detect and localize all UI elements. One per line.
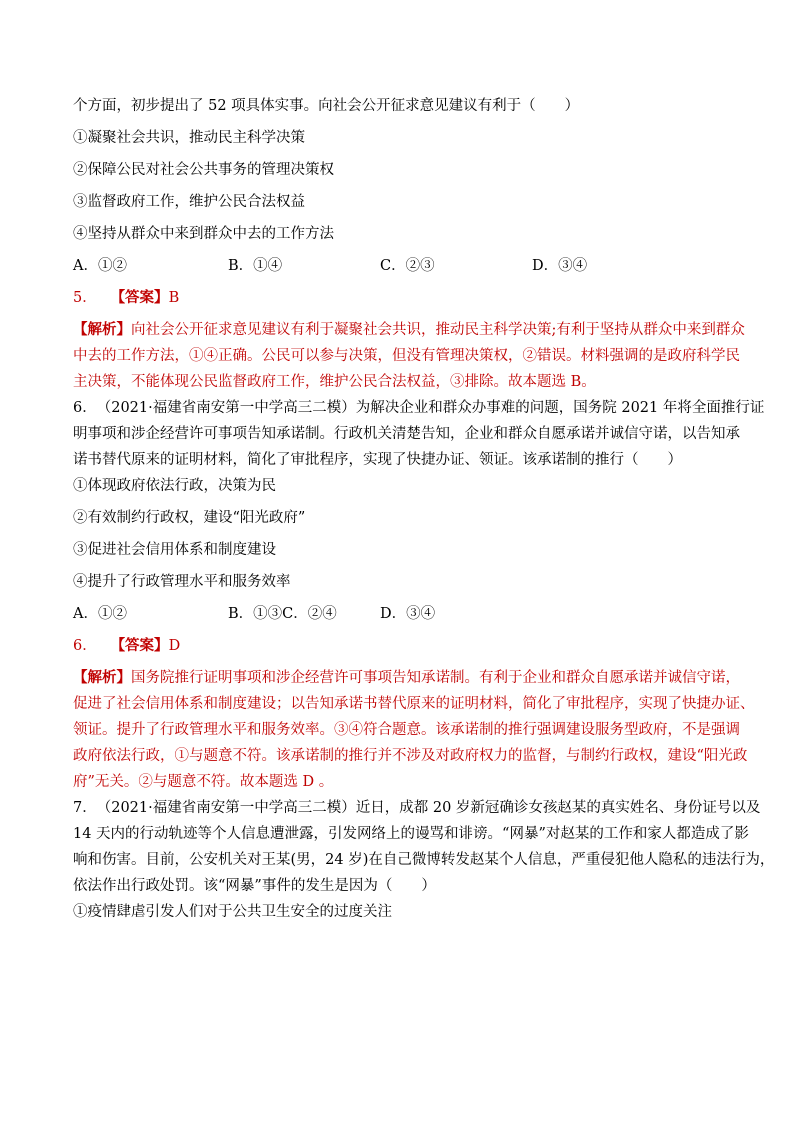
q7-stem-line-3: 响和伤害。目前，公安机关对王某(男，24 岁)在自己微博转发赵某个人信息，严重侵犯他人隐私的违法行为， — [73, 852, 775, 868]
q5-option-b: B．①④ — [228, 258, 283, 274]
q6-item-1: ①体现政府依法行政，决策为民 — [73, 478, 276, 494]
q6-analysis-line-4: 政府依法行政，①与题意不符。该承诺制的推行并不涉及对政府权力的监督，与制约行政权，建设“阳光政 — [73, 748, 748, 764]
q6-stem-line-1: 6． （2021·福建省南安第一中学高三二模）为解决企业和群众办事难的问题，国务院 2021 年将全面推行证 — [73, 400, 765, 416]
q7-stem-line-2: 14 天内的行动轨迹等个人信息遭泄露，引发网络上的谩骂和诽谤。“网暴”对赵某的工作和家人都造成了影 — [73, 826, 749, 842]
q6-answer-tag: 【答案】 — [110, 637, 169, 654]
q6-stem-line-2: 明事项和涉企经营许可事项告知承诺制。行政机关清楚告知，企业和群众自愿承诺并诚信守诺，以告知承 — [73, 426, 740, 442]
q5-analysis-text-1: 向社会公开征求意见建议有利于凝聚社会共识，推动民主科学决策;有利于坚持从群众中来到群众 — [131, 322, 745, 338]
q6-answer-number: 6． — [73, 638, 97, 654]
q6-analysis-line-1 — [73, 668, 740, 688]
q7-stem-line-4: 依法作出行政处罚。该“网暴”事件的发生是因为（ ） — [73, 878, 436, 894]
q6-analysis-text-1: 国务院推行证明事项和涉企经营许可事项告知承诺制。有利于企业和群众自愿承诺并诚信守诺， — [131, 670, 740, 686]
q6-item-4: ④提升了行政管理水平和服务效率 — [73, 574, 291, 590]
q6-item-3: ③促进社会信用体系和制度建设 — [73, 542, 276, 558]
q6-analysis — [73, 668, 755, 792]
q5-option-c: C．②③ — [380, 258, 435, 274]
q7-item-1: ①疫情肆虐引发人们对于公共卫生安全的过度关注 — [73, 904, 392, 920]
q5-item-4: ④坚持从群众中来到群众中去的工作方法 — [73, 226, 334, 242]
q6-stem-line-3: 诺书替代原来的证明材料，简化了审批程序，实现了快捷办证、领证。该承诺制的推行（ ） — [73, 452, 682, 468]
q5-option-d: D．③④ — [532, 258, 588, 274]
q6-option-bc: B．①③C．②④ — [228, 606, 337, 622]
q6-analysis-line-3: 领证。提升了行政管理水平和服务效率。③④符合题意。该承诺制的推行强调建设服务型政府，不是强调 — [73, 722, 740, 738]
q7-stem — [73, 798, 775, 896]
q7-stem-line-1: 7． （2021·福建省南安第一中学高三二模）近日，成都 20 岁新冠确诊女孩赵某的真实姓名、身份证号以及 — [73, 800, 761, 816]
q5-analysis-line-3: 主决策，不能体现公民监督政府工作，维护公民合法权益，③排除。故本题选 B。 — [73, 374, 596, 390]
q5-analysis — [73, 320, 745, 392]
q5-option-a: A．①② — [73, 258, 127, 274]
q5-item-2: ②保障公民对社会公共事务的管理决策权 — [73, 162, 334, 178]
q5-analysis-line-1 — [73, 320, 745, 340]
document-page — [73, 96, 775, 934]
q5-answer-value: B — [168, 290, 180, 306]
q6-answer-value: D — [168, 638, 181, 654]
q6-option-a: A．①② — [73, 606, 127, 622]
q5-answer-tag: 【答案】 — [110, 289, 169, 306]
q5-answer-number: 5． — [73, 290, 97, 306]
q6-stem — [73, 398, 765, 470]
q5-stem: 个方面，初步提出了 52 项具体实事。向社会公开征求意见建议有利于（ ） — [73, 98, 580, 114]
q6-answer — [73, 636, 723, 656]
q5-analysis-tag: 【解析】 — [73, 321, 131, 338]
q6-analysis-line-5: 府”无关。②与题意不符。故本题选 D 。 — [73, 774, 334, 790]
q5-options — [73, 256, 723, 276]
q6-options — [73, 604, 723, 624]
q6-option-d: D．③④ — [380, 606, 436, 622]
q5-item-3: ③监督政府工作，维护公民合法权益 — [73, 194, 305, 210]
q5-analysis-line-2: 中去的工作方法，①④正确。公民可以参与决策，但没有管理决策权，②错误。材料强调的是政府科学民 — [73, 348, 740, 364]
q5-answer — [73, 288, 723, 308]
q6-analysis-tag: 【解析】 — [73, 669, 131, 686]
q5-item-1: ①凝聚社会共识，推动民主科学决策 — [73, 130, 305, 146]
q6-item-2: ②有效制约行政权，建设“阳光政府” — [73, 510, 306, 526]
q6-analysis-line-2: 促进了社会信用体系和制度建设；以告知承诺书替代原来的证明材料，简化了审批程序，实现了快捷办证、 — [73, 696, 755, 712]
